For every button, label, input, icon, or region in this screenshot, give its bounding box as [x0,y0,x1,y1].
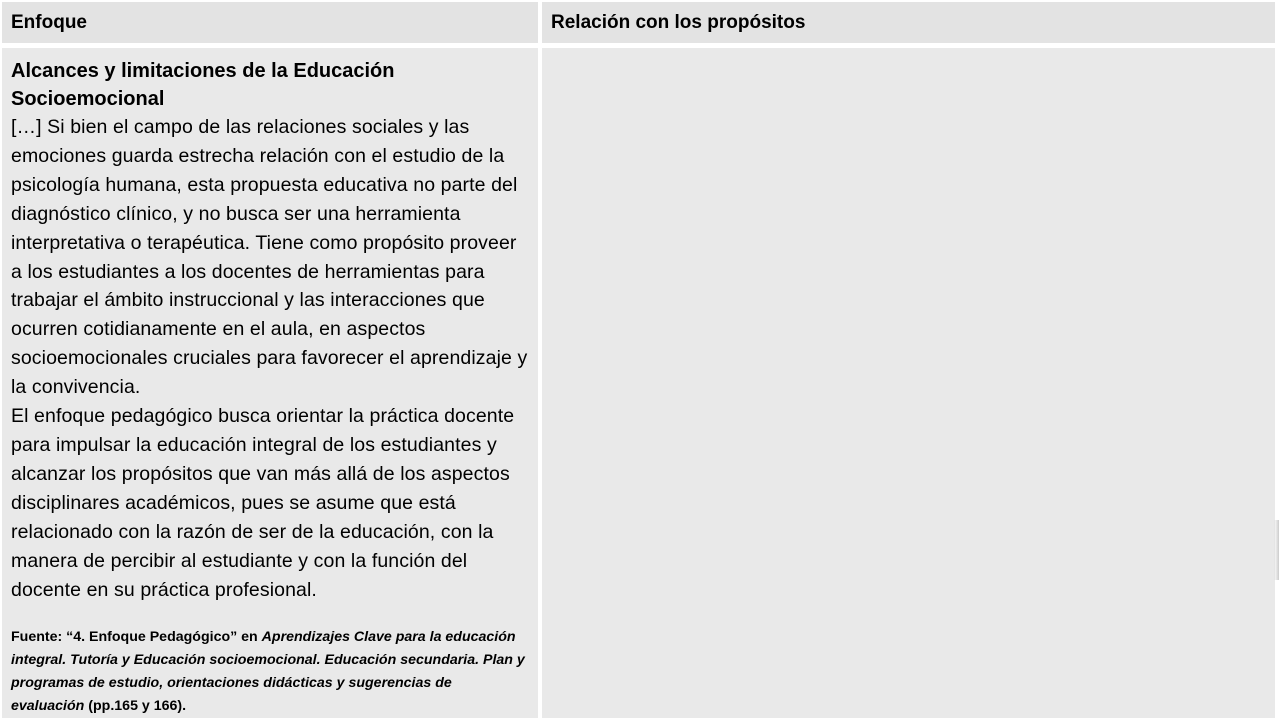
header-enfoque [2,2,538,43]
edge-shadow [1274,520,1279,580]
header-enfoque-label: Enfoque [11,12,87,33]
enfoque-cell [2,48,538,718]
header-relacion-label: Relación con los propósitos [551,12,806,33]
source-pages: (pp.165 y 166). [84,698,187,715]
relacion-propositos-cell[interactable] [542,48,1275,718]
header-relacion-propositos [542,2,1275,43]
paragraph-2: El enfoque pedagógico busca orientar la práctica docente para impulsar la educación integral de los estudiantes y alcanzar los propósitos que van más allá de los aspectos disciplinares académicos, pues se asume que está relacionado con la razón de ser de la educación, con la manera de percibir al estudiante y con la función del docente en su práctica profesional. [11,405,515,601]
content-table [2,2,1275,720]
source-title: Aprendizajes Clave para la educación integral. Tutoría y Educación socioemocional. Educación secundaria. Plan y programas de estudio, orientaciones didácticas y sugerencias de evaluación [11,629,525,715]
section-title: Alcances y limitaciones de la Educación Socioemocional [11,60,395,110]
source-prefix: Fuente: “4. Enfoque Pedagógico” en [11,629,262,646]
source-citation [11,626,529,718]
paragraph-1: […] Si bien el campo de las relaciones sociales y las emociones guarda estrecha relación con el estudio de la psicología humana, esta propuesta educativa no parte del diagnóstico clínico, y no busca ser una herramienta interpretativa o terapéutica. Tiene como propósito proveer a los estudiantes a los docentes de herramientas para trabajar el ámbito instruccional y las interacciones que ocurren cotidianamente en el aula, en aspectos socioemocionales cruciales para favorecer el aprendizaje y la convivencia. [11,116,528,399]
